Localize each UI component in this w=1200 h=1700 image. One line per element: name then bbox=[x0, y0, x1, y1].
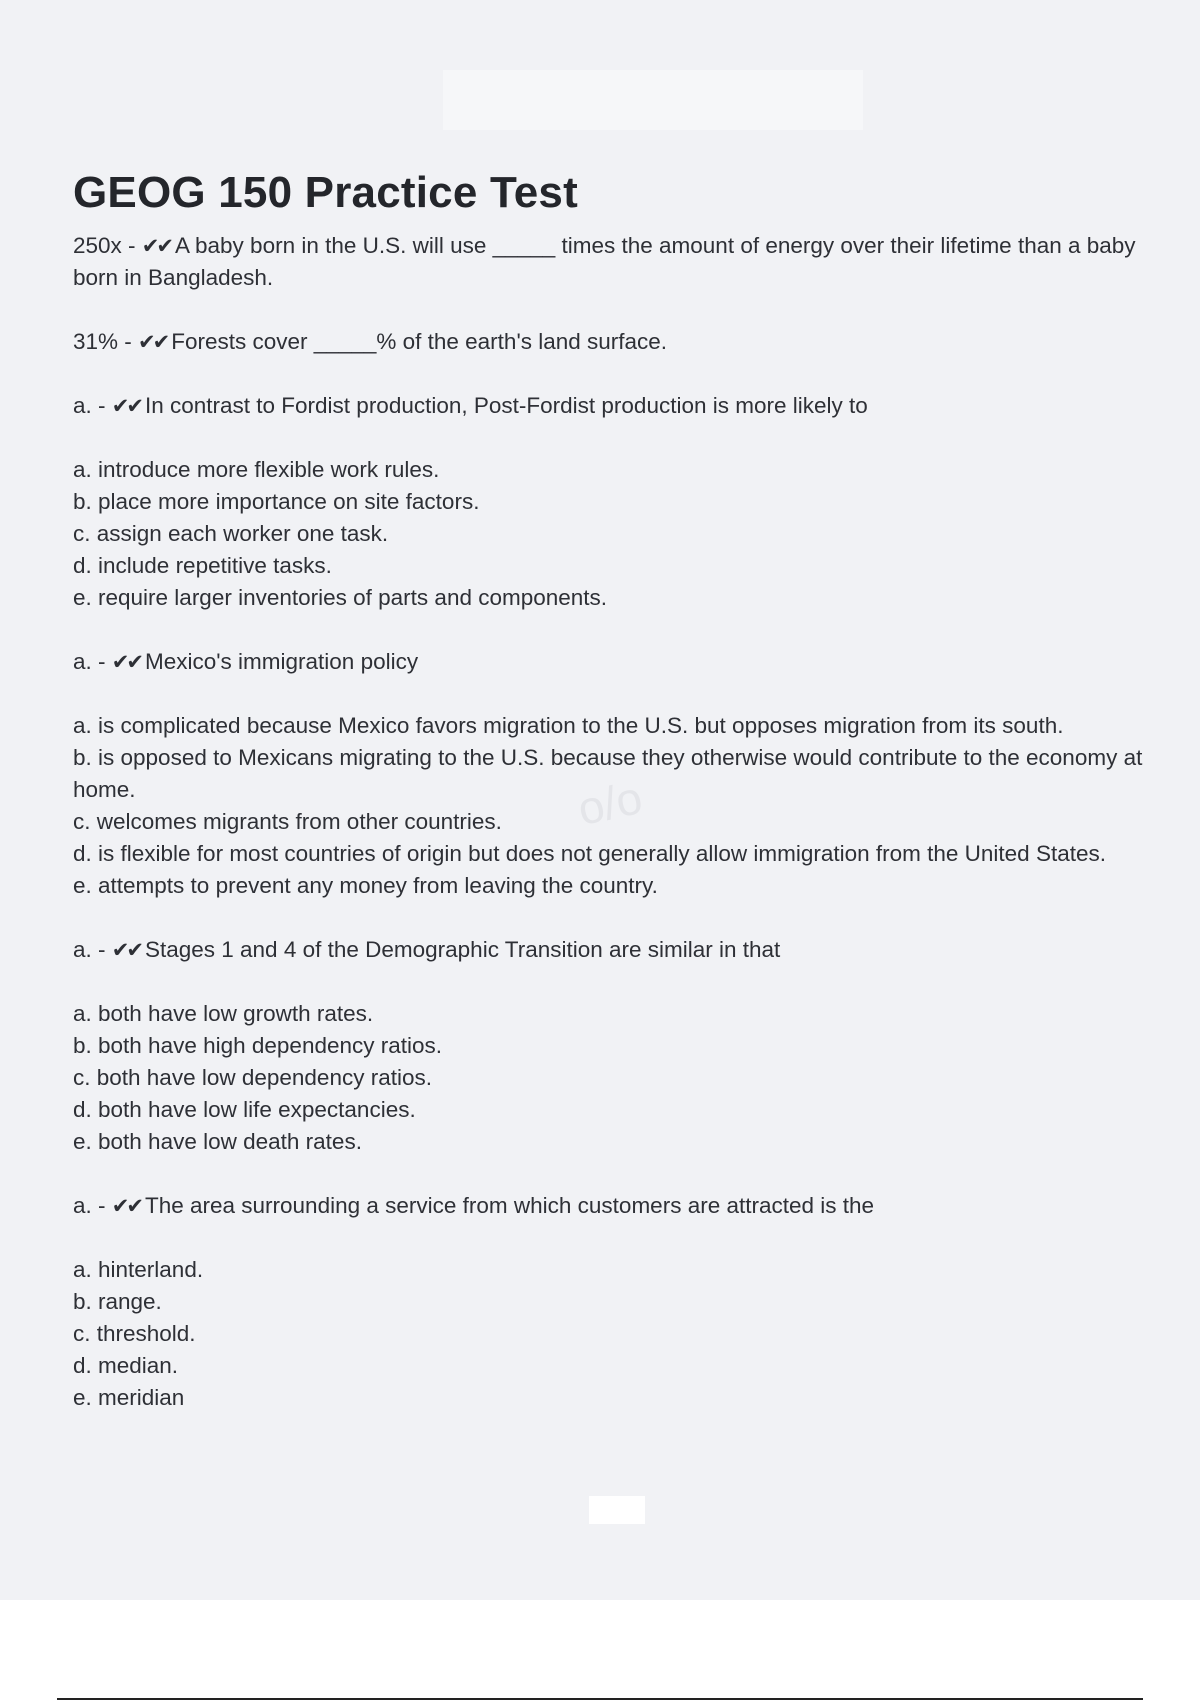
check-icon: ✔✔ bbox=[111, 938, 141, 962]
option-item: c. threshold. bbox=[73, 1321, 196, 1346]
qa-item-1 bbox=[73, 230, 1163, 294]
answer: a. bbox=[73, 393, 92, 418]
option-item: b. range. bbox=[73, 1289, 162, 1314]
question-line: 31% - ✔✔ Forests cover _____% of the earth's land surface. bbox=[73, 329, 668, 354]
question-text: A baby born in the U.S. will use _____ times the amount of energy over their lifetime than a baby born in Bangladesh. bbox=[73, 233, 1136, 290]
answer: a. bbox=[73, 1193, 92, 1218]
question-line: a. - ✔✔ Mexico's immigration policy bbox=[73, 649, 419, 674]
question-text: Forests cover _____% of the earth's land surface. bbox=[171, 329, 668, 354]
question-line: a. - ✔✔ The area surrounding a service from which customers are attracted is the bbox=[73, 1193, 875, 1218]
page-number-placeholder bbox=[589, 1496, 645, 1524]
option-item: b. is opposed to Mexicans migrating to the U.S. because they otherwise would contribute to the economy at home. bbox=[73, 745, 1143, 802]
option-item: d. is flexible for most countries of origin but does not generally allow immigration from the United States. bbox=[73, 841, 1106, 866]
option-list bbox=[73, 454, 1163, 614]
option-list bbox=[73, 1254, 1163, 1414]
option-item: a. both have low growth rates. bbox=[73, 1001, 374, 1026]
option-item: c. welcomes migrants from other countries. bbox=[73, 809, 502, 834]
option-list bbox=[73, 998, 1163, 1158]
option-item: a. is complicated because Mexico favors migration to the U.S. but opposes migration from its south. bbox=[73, 713, 1064, 738]
question-line: a. - ✔✔ Stages 1 and 4 of the Demographic Transition are similar in that bbox=[73, 937, 781, 962]
check-icon: ✔✔ bbox=[111, 1194, 141, 1218]
qa-item-6 bbox=[73, 1190, 1163, 1414]
qa-item-3 bbox=[73, 390, 1163, 614]
answer: 250x bbox=[73, 233, 122, 258]
question-list bbox=[73, 230, 1163, 1446]
answer: a. bbox=[73, 937, 92, 962]
header-placeholder bbox=[443, 70, 863, 130]
page-title: GEOG 150 Practice Test bbox=[73, 168, 578, 217]
option-item: a. introduce more flexible work rules. bbox=[73, 457, 440, 482]
question-line: a. - ✔✔ In contrast to Fordist production, Post-Fordist production is more likely to bbox=[73, 393, 868, 418]
option-item: d. include repetitive tasks. bbox=[73, 553, 332, 578]
question-text: The area surrounding a service from which customers are attracted is the bbox=[144, 1193, 875, 1218]
check-icon: ✔✔ bbox=[111, 650, 141, 674]
check-icon: ✔✔ bbox=[141, 234, 171, 258]
option-item: b. both have high dependency ratios. bbox=[73, 1033, 443, 1058]
option-item: d. median. bbox=[73, 1353, 179, 1378]
option-item: e. require larger inventories of parts and components. bbox=[73, 585, 608, 610]
option-item: e. meridian bbox=[73, 1385, 185, 1410]
watermark: o/o bbox=[573, 770, 647, 836]
check-icon: ✔✔ bbox=[111, 394, 141, 418]
option-item: e. attempts to prevent any money from leaving the country. bbox=[73, 873, 658, 898]
qa-item-5 bbox=[73, 934, 1163, 1158]
answer: 31% bbox=[73, 329, 119, 354]
option-item: a. hinterland. bbox=[73, 1257, 204, 1282]
option-list bbox=[73, 710, 1163, 902]
question-line: 250x - ✔✔ A baby born in the U.S. will use _____ times the amount of energy over their lifetime than a baby born in Bangladesh. bbox=[73, 233, 1136, 290]
option-item: c. assign each worker one task. bbox=[73, 521, 389, 546]
qa-item-4 bbox=[73, 646, 1163, 902]
option-item: e. both have low death rates. bbox=[73, 1129, 362, 1154]
option-item: c. both have low dependency ratios. bbox=[73, 1065, 432, 1090]
option-item: b. place more importance on site factors. bbox=[73, 489, 480, 514]
qa-item-2 bbox=[73, 326, 1163, 358]
question-text: Stages 1 and 4 of the Demographic Transition are similar in that bbox=[144, 937, 781, 962]
question-text: In contrast to Fordist production, Post-Fordist production is more likely to bbox=[144, 393, 868, 418]
check-icon: ✔✔ bbox=[138, 330, 168, 354]
question-text: Mexico's immigration policy bbox=[144, 649, 419, 674]
answer: a. bbox=[73, 649, 92, 674]
option-item: d. both have low life expectancies. bbox=[73, 1097, 416, 1122]
